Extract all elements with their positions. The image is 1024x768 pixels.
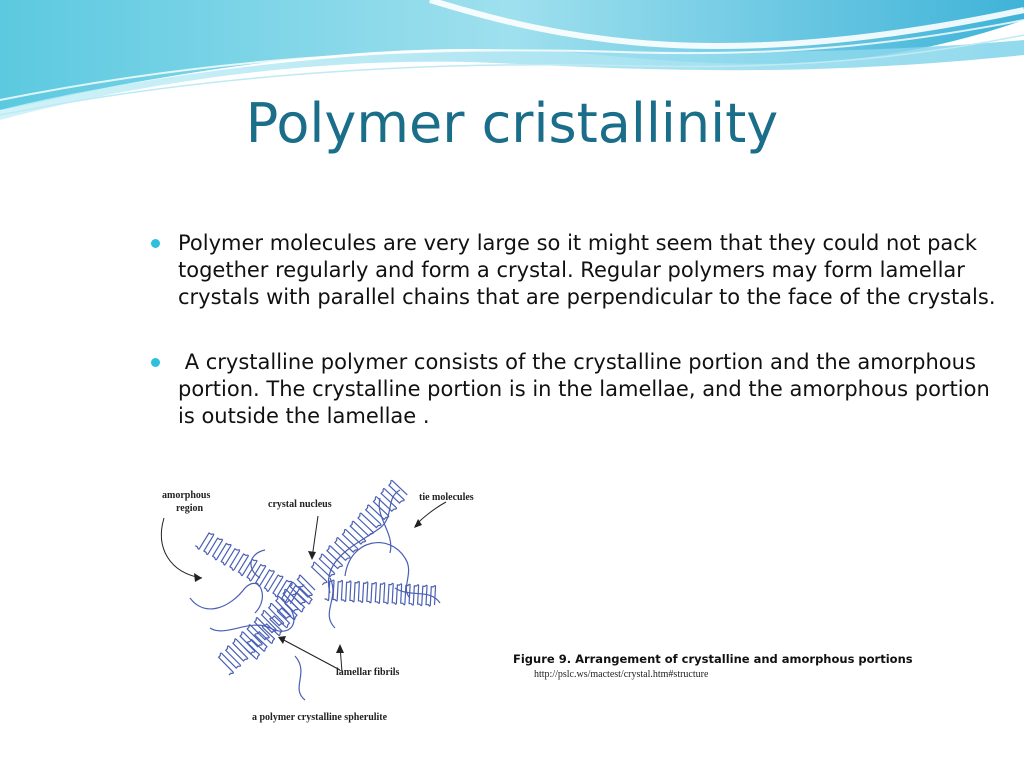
figure-source: http://pslc.ws/mactest/crystal.htm#structure [534,669,709,680]
arrow-heads [194,519,422,653]
label-amorphous: amorphous [162,490,211,501]
bullet-text: Polymer molecules are very large so it might seem that they could not pack together regularly and form a crystal. Regular polymers may form lamellar crystals with parallel chains that are perpendicular to the face of the crystals. [178,231,996,309]
bullet-list [148,230,998,468]
lamellar-ribbon [195,533,300,604]
spherulite-drawing [150,478,490,738]
amorphous-chains [190,490,440,700]
label-crystal-nucleus: crystal nucleus [268,499,332,510]
bullet-dot-icon [151,358,160,367]
bullet-item [148,349,998,430]
bullet-item [148,230,998,311]
label-tie-molecules: tie molecules [419,492,474,503]
figure-caption: Figure 9. Arrangement of crystalline and amorphous portions [513,652,913,666]
pointer-arrows [161,502,446,672]
spherulite-diagram [150,478,490,738]
label-region: region [176,503,204,514]
label-lamellar-fibrils: lamellar fibrils [336,667,400,678]
bullet-text: A crystalline polymer consists of the crystalline portion and the amorphous portion. The crystalline portion is in the lamellae, and the amorphous portion is outside the lamellae . [178,350,997,428]
label-spherulite: a polymer crystalline spherulite [252,712,388,723]
bullet-dot-icon [151,239,160,248]
slide-title: Polymer cristallinity [245,92,779,155]
